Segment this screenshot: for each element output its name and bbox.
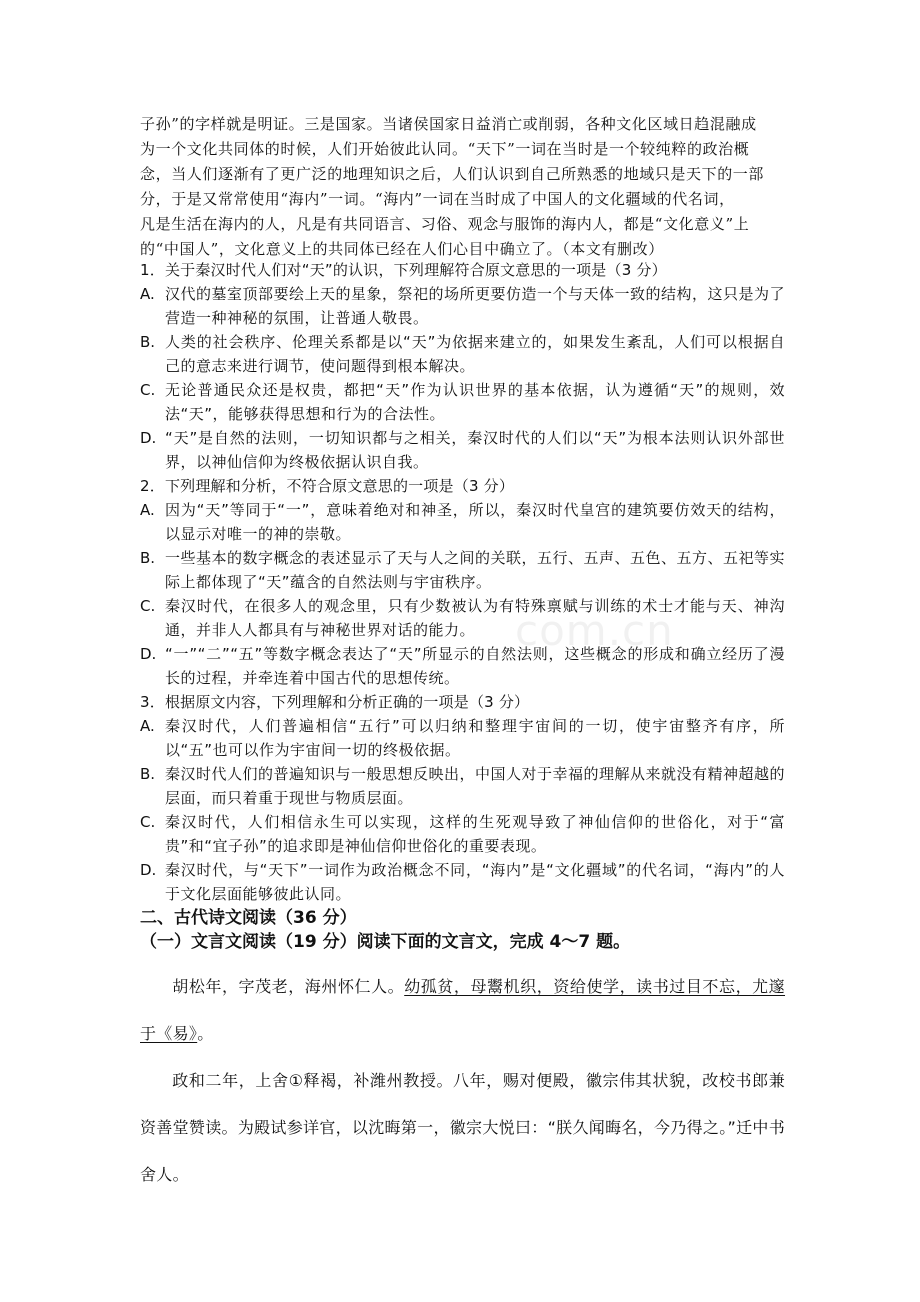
question-3-option-b xyxy=(140,762,785,810)
option-letter: A. xyxy=(140,501,155,519)
section-heading: 二、古代诗文阅读（36 分） xyxy=(140,908,357,928)
option-letter: B. xyxy=(140,549,156,567)
watermark: com.cn xyxy=(515,606,674,655)
option-text: “一”“二”“五”等数字概念表达了“天”所显示的自然法则，这些概念的形成和确立经历了漫长的过程，并牵连着中国古代的思想传统。 xyxy=(165,645,785,687)
classical-text: 政和二年，上舍①释褐，补潍州教授。八年，赐对便殿，徽宗伟其状貌，改校书郎兼资善堂赞读。为殿试参详官，以沈晦第一，徽宗大悦曰：“朕久闻晦名，今乃得之。”迁中书舍人。 xyxy=(140,1071,785,1184)
section-subheading: （一）文言文阅读（19 分）阅读下面的文言文，完成 4～7 题。 xyxy=(140,932,631,952)
question-1-option-d xyxy=(140,426,785,474)
option-text: 秦汉时代人们的普遍知识与一般思想反映出，中国人对于幸福的理解从来就没有精神超越的层面，而只着重于现世与物质层面。 xyxy=(165,765,786,807)
option-letter: C. xyxy=(140,597,156,615)
question-1-option-b xyxy=(140,330,785,378)
classical-paragraph-2 xyxy=(140,1057,785,1198)
option-letter: D. xyxy=(140,429,157,447)
intro-line: 为一个文化共同体的时候，人们开始彼此认同。“天下”一词在当时是一个较纯粹的政治概 xyxy=(140,140,750,158)
option-letter: B. xyxy=(140,765,156,783)
intro-line: 的“中国人”，文化意义上的共同体已经在人们心目中确立了。（本文有删改） xyxy=(140,240,664,258)
question-1-stem: 1．关于秦汉时代人们对“天”的认识，下列理解符合原文意思的一项是（3 分） xyxy=(140,261,667,279)
question-2-option-d xyxy=(140,642,785,690)
question-2-option-c xyxy=(140,594,785,642)
option-text: 秦汉时代，人们普遍相信“五行”可以归纳和整理宇宙间的一切，使宇宙整齐有序，所以“五”也可以作为宇宙间一切的终极依据。 xyxy=(165,717,785,759)
option-text: 因为“天”等同于“一”，意味着绝对和神圣，所以，秦汉时代皇宫的建筑要仿效天的结构，以显示对唯一的神的崇敬。 xyxy=(165,501,785,543)
question-1-option-a xyxy=(140,282,785,330)
option-text: 秦汉时代，人们相信永生可以实现，这样的生死观导致了神仙信仰的世俗化，对于“富贵”和“宜子孙”的追求即是神仙信仰世俗化的重要表现。 xyxy=(165,813,785,855)
option-text: 无论普通民众还是权贵，都把“天”作为认识世界的基本依据，认为遵循“天”的规则，效法“天”，能够获得思想和行为的合法性。 xyxy=(165,381,785,423)
option-letter: D. xyxy=(140,861,157,879)
option-letter: B. xyxy=(140,333,156,351)
question-3-stem: 3．根据原文内容，下列理解和分析正确的一项是（3 分） xyxy=(140,693,530,711)
intro-line: 子孙”的字样就是明证。三是国家。当诸侯国家日益消亡或削弱，各种文化区域日趋混融成 xyxy=(140,115,757,133)
option-letter: A. xyxy=(140,285,155,303)
question-3-option-d xyxy=(140,858,785,906)
option-text: “天”是自然的法则，一切知识都与之相关，秦汉时代的人们以“天”为根本法则认识外部世界，以神仙信仰为终极依据认识自我。 xyxy=(165,429,785,471)
intro-line: 念，当人们逐渐有了更广泛的地理知识之后，人们认识到自己所熟悉的地域只是天下的一部 xyxy=(140,165,765,183)
option-text: 秦汉时代，在很多人的观念里，只有少数被认为有特殊禀赋与训练的术士才能与天、神沟通，并非人人都具有与神秘世界对话的能力。 xyxy=(165,597,785,639)
option-letter: C. xyxy=(140,381,156,399)
question-3-option-a xyxy=(140,714,785,762)
option-text: 秦汉时代，与“天下”一词作为政治概念不同，“海内”是“文化疆域”的代名词，“海内”的人于文化层面能够彼此认同。 xyxy=(165,861,785,903)
option-letter: D. xyxy=(140,645,157,663)
classical-text: 。 xyxy=(197,1024,214,1043)
question-block xyxy=(140,258,785,954)
question-2-option-b xyxy=(140,546,785,594)
option-text: 汉代的墓室顶部要绘上天的星象，祭祀的场所更要仿造一个与天体一致的结构，这只是为了营造一种神秘的氛围，让普通人敬畏。 xyxy=(165,285,786,327)
classical-text: 胡松年，字茂老，海州怀仁人。 xyxy=(172,977,405,996)
classical-passage xyxy=(140,963,785,1198)
intro-line: 凡是生活在海内的人，凡是有共同语言、习俗、观念与服饰的海内人，都是“文化意义”上 xyxy=(140,215,750,233)
classical-paragraph-1 xyxy=(140,963,785,1057)
question-2-option-a xyxy=(140,498,785,546)
option-letter: A. xyxy=(140,717,155,735)
question-2-stem: 2．下列理解和分析，不符合原文意思的一项是（3 分） xyxy=(140,477,515,495)
option-text: 人类的社会秩序、伦理关系都是以“天”为依据来建立的，如果发生紊乱，人们可以根据自己的意志来进行调节，使问题得到根本解决。 xyxy=(165,333,785,375)
underlined-sentence: 幼孤贫，母鬻机织，资给使学，读书过目不忘，尤邃于《易》 xyxy=(140,977,786,1043)
question-1-option-c xyxy=(140,378,785,426)
option-letter: C. xyxy=(140,813,156,831)
question-3-option-c xyxy=(140,810,785,858)
intro-passage xyxy=(140,112,785,262)
intro-line: 分，于是又常常使用“海内”一词。“海内”一词在当时成了中国人的文化疆域的代名词， xyxy=(140,190,735,208)
option-text: 一些基本的数字概念的表述显示了天与人之间的关联，五行、五声、五色、五方、五祀等实际上都体现了“天”蕴含的自然法则与宇宙秩序。 xyxy=(165,549,786,591)
